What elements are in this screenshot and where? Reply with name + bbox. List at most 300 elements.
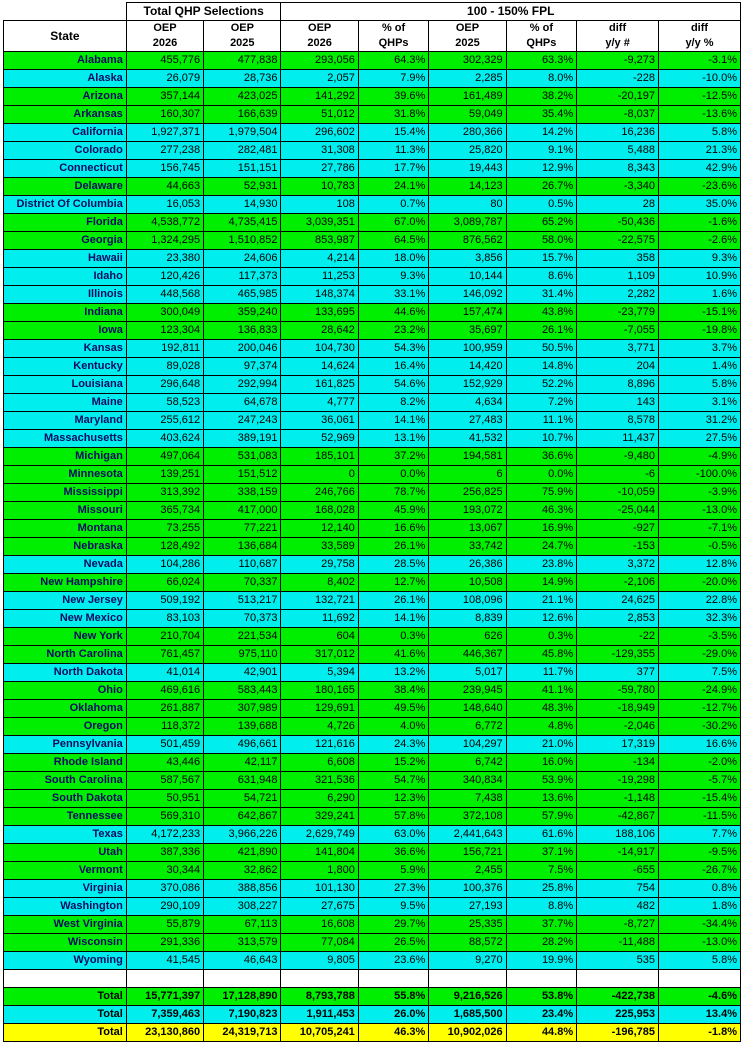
data-cell: 12.3%	[358, 790, 429, 808]
state-name-cell: Illinois	[4, 286, 127, 304]
data-cell: 975,110	[204, 646, 281, 664]
data-cell: 23.6%	[358, 952, 429, 970]
state-name-cell: Idaho	[4, 268, 127, 286]
total-data-cell: 9,216,526	[429, 988, 506, 1006]
data-cell: 6,290	[281, 790, 358, 808]
state-name-cell: Colorado	[4, 142, 127, 160]
data-cell: 19.9%	[506, 952, 577, 970]
data-cell: 569,310	[126, 808, 203, 826]
table-row	[4, 808, 741, 826]
data-cell: 535	[577, 952, 659, 970]
data-cell: 4,538,772	[126, 214, 203, 232]
data-cell: 35,697	[429, 322, 506, 340]
data-cell: 497,064	[126, 448, 203, 466]
table-row	[4, 718, 741, 736]
total-data-cell: -422,738	[577, 988, 659, 1006]
data-cell: 11,253	[281, 268, 358, 286]
data-cell: 46,643	[204, 952, 281, 970]
state-name-cell: South Carolina	[4, 772, 127, 790]
table-row	[4, 952, 741, 970]
table-row	[4, 628, 741, 646]
data-cell: 66,024	[126, 574, 203, 592]
data-cell: 133,695	[281, 304, 358, 322]
data-cell: -927	[577, 520, 659, 538]
data-cell: 255,612	[126, 412, 203, 430]
table-row	[4, 394, 741, 412]
data-cell: 108,096	[429, 592, 506, 610]
data-cell: 80	[429, 196, 506, 214]
table-row	[4, 124, 741, 142]
state-name-cell: Virginia	[4, 880, 127, 898]
state-name-cell: Oregon	[4, 718, 127, 736]
data-cell: 28.2%	[506, 934, 577, 952]
data-cell: 37.1%	[506, 844, 577, 862]
table-row	[4, 934, 741, 952]
data-cell: 24,606	[204, 250, 281, 268]
table-row	[4, 844, 741, 862]
data-cell: 446,367	[429, 646, 506, 664]
table-row	[4, 754, 741, 772]
state-name-cell: Arizona	[4, 88, 127, 106]
data-cell: 2,057	[281, 70, 358, 88]
data-cell: 501,459	[126, 736, 203, 754]
data-cell: 101,130	[281, 880, 358, 898]
state-name-cell: New Hampshire	[4, 574, 127, 592]
data-cell: 0.7%	[358, 196, 429, 214]
data-cell: 13.6%	[506, 790, 577, 808]
column-header-oep2025-fpl	[429, 21, 506, 52]
data-cell: 604	[281, 628, 358, 646]
data-cell: 54.3%	[358, 340, 429, 358]
total-data-cell: 23,130,860	[126, 1024, 203, 1042]
data-cell: 12,140	[281, 520, 358, 538]
data-cell: 329,241	[281, 808, 358, 826]
data-cell: 136,684	[204, 538, 281, 556]
data-cell: 1.8%	[659, 898, 741, 916]
data-cell: -59,780	[577, 682, 659, 700]
data-cell: -3.5%	[659, 628, 741, 646]
data-cell: 49.5%	[358, 700, 429, 718]
table-row	[4, 664, 741, 682]
data-cell: 496,661	[204, 736, 281, 754]
data-cell: 139,251	[126, 466, 203, 484]
table-row	[4, 268, 741, 286]
spacer-cell	[204, 970, 281, 988]
data-cell: 16.6%	[358, 520, 429, 538]
data-cell: 160,307	[126, 106, 203, 124]
data-cell: 117,373	[204, 268, 281, 286]
data-cell: 3,039,351	[281, 214, 358, 232]
data-cell: -13.0%	[659, 934, 741, 952]
table-row	[4, 484, 741, 502]
empty-corner-cell	[4, 3, 127, 21]
data-cell: 11,437	[577, 430, 659, 448]
column-header-line2: 2026	[152, 37, 178, 49]
table-row	[4, 502, 741, 520]
data-cell: 146,092	[429, 286, 506, 304]
data-cell: 123,304	[126, 322, 203, 340]
state-name-cell: South Dakota	[4, 790, 127, 808]
data-cell: 7.5%	[506, 862, 577, 880]
data-cell: 1,927,371	[126, 124, 203, 142]
data-cell: 37.2%	[358, 448, 429, 466]
state-name-cell: Maryland	[4, 412, 127, 430]
data-cell: 1,800	[281, 862, 358, 880]
data-cell: 14,420	[429, 358, 506, 376]
data-cell: 2,853	[577, 610, 659, 628]
data-cell: 5,017	[429, 664, 506, 682]
data-cell: -15.4%	[659, 790, 741, 808]
total-data-cell: -196,785	[577, 1024, 659, 1042]
data-cell: 6,608	[281, 754, 358, 772]
total-data-cell: 17,128,890	[204, 988, 281, 1006]
state-name-cell: Rhode Island	[4, 754, 127, 772]
data-cell: 370,086	[126, 880, 203, 898]
data-cell: 30,344	[126, 862, 203, 880]
data-cell: 12.8%	[659, 556, 741, 574]
spacer-cell	[506, 970, 577, 988]
total-data-cell: 1,685,500	[429, 1006, 506, 1024]
data-cell: 53.9%	[506, 772, 577, 790]
data-cell: 0.5%	[506, 196, 577, 214]
data-cell: 4,634	[429, 394, 506, 412]
data-cell: 6,772	[429, 718, 506, 736]
data-cell: 156,721	[429, 844, 506, 862]
table-row	[4, 790, 741, 808]
total-data-cell: 13.4%	[659, 1006, 741, 1024]
data-cell: 77,084	[281, 934, 358, 952]
state-name-cell: West Virginia	[4, 916, 127, 934]
data-cell: 1,979,504	[204, 124, 281, 142]
data-cell: 448,568	[126, 286, 203, 304]
data-cell: 64.5%	[358, 232, 429, 250]
data-cell: 166,639	[204, 106, 281, 124]
data-cell: 377	[577, 664, 659, 682]
data-cell: 46.3%	[506, 502, 577, 520]
data-cell: 89,028	[126, 358, 203, 376]
data-cell: -19,298	[577, 772, 659, 790]
data-cell: -25,044	[577, 502, 659, 520]
data-cell: 9.3%	[659, 250, 741, 268]
data-cell: 41,014	[126, 664, 203, 682]
data-cell: -29.0%	[659, 646, 741, 664]
data-cell: 7.2%	[506, 394, 577, 412]
data-cell: 307,989	[204, 700, 281, 718]
data-cell: 11.1%	[506, 412, 577, 430]
data-cell: 388,856	[204, 880, 281, 898]
column-header-oep2025-total	[204, 21, 281, 52]
data-cell: 8.0%	[506, 70, 577, 88]
data-cell: 5.8%	[659, 124, 741, 142]
data-cell: 17.7%	[358, 160, 429, 178]
table-row	[4, 736, 741, 754]
data-cell: 5,488	[577, 142, 659, 160]
data-cell: 7.7%	[659, 826, 741, 844]
data-cell: 118,372	[126, 718, 203, 736]
data-cell: -20,197	[577, 88, 659, 106]
data-cell: -30.2%	[659, 718, 741, 736]
total-data-cell: 1,911,453	[281, 1006, 358, 1024]
data-cell: -19.8%	[659, 322, 741, 340]
data-cell: 27,193	[429, 898, 506, 916]
column-header-line1: OEP	[308, 22, 332, 34]
data-cell: -4.9%	[659, 448, 741, 466]
data-cell: 1,109	[577, 268, 659, 286]
state-name-cell: Connecticut	[4, 160, 127, 178]
data-cell: 45.9%	[358, 502, 429, 520]
data-cell: 28,736	[204, 70, 281, 88]
data-cell: 13.1%	[358, 430, 429, 448]
data-cell: 302,329	[429, 52, 506, 70]
data-cell: -3,340	[577, 178, 659, 196]
data-cell: 28.5%	[358, 556, 429, 574]
data-cell: 16.9%	[506, 520, 577, 538]
table-row	[4, 538, 741, 556]
data-cell: 58,523	[126, 394, 203, 412]
table-row	[4, 196, 741, 214]
data-cell: 51,012	[281, 106, 358, 124]
data-cell: 0.3%	[506, 628, 577, 646]
data-cell: 52,969	[281, 430, 358, 448]
column-header-line1: OEP	[153, 22, 177, 34]
data-cell: 300,049	[126, 304, 203, 322]
data-cell: 100,376	[429, 880, 506, 898]
data-cell: 210,704	[126, 628, 203, 646]
data-cell: 59,049	[429, 106, 506, 124]
data-cell: 54.6%	[358, 376, 429, 394]
data-cell: 338,159	[204, 484, 281, 502]
data-cell: 104,286	[126, 556, 203, 574]
data-cell: 63.0%	[358, 826, 429, 844]
data-cell: 14,930	[204, 196, 281, 214]
data-cell: 43,446	[126, 754, 203, 772]
table-row	[4, 340, 741, 358]
data-cell: 11.7%	[506, 664, 577, 682]
data-cell: 15.7%	[506, 250, 577, 268]
data-cell: 4,172,233	[126, 826, 203, 844]
state-name-cell: Mississippi	[4, 484, 127, 502]
data-cell: 14.8%	[506, 358, 577, 376]
data-cell: 15.2%	[358, 754, 429, 772]
data-cell: 7,438	[429, 790, 506, 808]
data-cell: 78.7%	[358, 484, 429, 502]
data-cell: 43.8%	[506, 304, 577, 322]
data-cell: 3,089,787	[429, 214, 506, 232]
data-cell: 27.3%	[358, 880, 429, 898]
data-cell: 24.1%	[358, 178, 429, 196]
data-cell: 8.8%	[506, 898, 577, 916]
state-name-cell: Oklahoma	[4, 700, 127, 718]
data-cell: 626	[429, 628, 506, 646]
data-cell: 64.3%	[358, 52, 429, 70]
data-cell: 52.2%	[506, 376, 577, 394]
data-cell: 3,856	[429, 250, 506, 268]
table-row	[4, 88, 741, 106]
total-data-cell: 10,705,241	[281, 1024, 358, 1042]
data-cell: 293,056	[281, 52, 358, 70]
state-name-cell: Georgia	[4, 232, 127, 250]
data-cell: -3.9%	[659, 484, 741, 502]
data-cell: 0.8%	[659, 880, 741, 898]
state-name-cell: Arkansas	[4, 106, 127, 124]
state-name-cell: Iowa	[4, 322, 127, 340]
data-cell: 26.5%	[358, 934, 429, 952]
data-cell: 482	[577, 898, 659, 916]
data-cell: 151,512	[204, 466, 281, 484]
data-cell: 23.8%	[506, 556, 577, 574]
data-cell: 16,236	[577, 124, 659, 142]
data-cell: -2,106	[577, 574, 659, 592]
data-cell: 423,025	[204, 88, 281, 106]
data-cell: 16,608	[281, 916, 358, 934]
data-cell: 32,862	[204, 862, 281, 880]
data-cell: 296,648	[126, 376, 203, 394]
column-header-line2: y/y #	[605, 37, 630, 49]
spacer-cell	[358, 970, 429, 988]
data-cell: 57.8%	[358, 808, 429, 826]
data-cell: 27,675	[281, 898, 358, 916]
data-cell: 37.7%	[506, 916, 577, 934]
data-cell: -15.1%	[659, 304, 741, 322]
data-cell: -23,779	[577, 304, 659, 322]
data-cell: 48.3%	[506, 700, 577, 718]
data-cell: 55,879	[126, 916, 203, 934]
state-name-cell: Kansas	[4, 340, 127, 358]
data-cell: 64,678	[204, 394, 281, 412]
column-header-pct-qhps-2026	[358, 21, 429, 52]
state-name-cell: Montana	[4, 520, 127, 538]
data-cell: 8.6%	[506, 268, 577, 286]
state-name-cell: Alabama	[4, 52, 127, 70]
state-name-cell: Utah	[4, 844, 127, 862]
column-header-line1: diff	[609, 22, 627, 34]
data-cell: 9.3%	[358, 268, 429, 286]
data-cell: 33.1%	[358, 286, 429, 304]
data-cell: 200,046	[204, 340, 281, 358]
data-cell: 77,221	[204, 520, 281, 538]
data-cell: -2,046	[577, 718, 659, 736]
data-cell: -3.1%	[659, 52, 741, 70]
table-row	[4, 160, 741, 178]
data-cell: 239,945	[429, 682, 506, 700]
state-name-cell: New Jersey	[4, 592, 127, 610]
state-name-cell: Maine	[4, 394, 127, 412]
data-cell: 247,243	[204, 412, 281, 430]
data-cell: 5.9%	[358, 862, 429, 880]
data-cell: 16.6%	[659, 736, 741, 754]
spacer-cell	[281, 970, 358, 988]
data-cell: -12.5%	[659, 88, 741, 106]
data-cell: 1,324,295	[126, 232, 203, 250]
data-cell: 50,951	[126, 790, 203, 808]
state-name-cell: Massachusetts	[4, 430, 127, 448]
table-row	[4, 286, 741, 304]
data-cell: -2.0%	[659, 754, 741, 772]
total-data-cell: 23.4%	[506, 1006, 577, 1024]
state-name-cell: Missouri	[4, 502, 127, 520]
table-row	[4, 250, 741, 268]
data-cell: 104,297	[429, 736, 506, 754]
data-cell: 38.2%	[506, 88, 577, 106]
total-data-cell: 26.0%	[358, 1006, 429, 1024]
table-row	[4, 556, 741, 574]
data-cell: -11,488	[577, 934, 659, 952]
data-cell: 4.0%	[358, 718, 429, 736]
state-name-cell: Tennessee	[4, 808, 127, 826]
data-cell: -23.6%	[659, 178, 741, 196]
data-cell: 17,319	[577, 736, 659, 754]
data-cell: -10.0%	[659, 70, 741, 88]
total-row	[4, 1006, 741, 1024]
data-cell: 136,833	[204, 322, 281, 340]
data-cell: 4,735,415	[204, 214, 281, 232]
table-row	[4, 682, 741, 700]
state-name-cell: Michigan	[4, 448, 127, 466]
table-row	[4, 376, 741, 394]
data-cell: 141,292	[281, 88, 358, 106]
data-cell: 88,572	[429, 934, 506, 952]
data-cell: 42,901	[204, 664, 281, 682]
total-data-cell: 8,793,788	[281, 988, 358, 1006]
data-cell: 7.5%	[659, 664, 741, 682]
data-cell: -13.6%	[659, 106, 741, 124]
data-cell: -18,949	[577, 700, 659, 718]
data-cell: 246,766	[281, 484, 358, 502]
data-cell: 14.1%	[358, 412, 429, 430]
data-cell: 8,839	[429, 610, 506, 628]
table-row	[4, 106, 741, 124]
total-row	[4, 988, 741, 1006]
state-name-cell: District Of Columbia	[4, 196, 127, 214]
data-cell: 42.9%	[659, 160, 741, 178]
total-data-cell: 55.8%	[358, 988, 429, 1006]
total-data-cell: -1.8%	[659, 1024, 741, 1042]
data-cell: 54,721	[204, 790, 281, 808]
total-row	[4, 1024, 741, 1042]
state-name-cell: Texas	[4, 826, 127, 844]
data-cell: 21.1%	[506, 592, 577, 610]
data-cell: 1.4%	[659, 358, 741, 376]
data-cell: -7,055	[577, 322, 659, 340]
data-cell: 14,123	[429, 178, 506, 196]
data-cell: 313,579	[204, 934, 281, 952]
data-cell: 188,106	[577, 826, 659, 844]
data-cell: -14,917	[577, 844, 659, 862]
state-name-cell: California	[4, 124, 127, 142]
data-cell: 19,443	[429, 160, 506, 178]
data-cell: 0.0%	[506, 466, 577, 484]
data-cell: 120,426	[126, 268, 203, 286]
data-cell: -24.9%	[659, 682, 741, 700]
data-cell: -22	[577, 628, 659, 646]
data-cell: 256,825	[429, 484, 506, 502]
data-cell: 642,867	[204, 808, 281, 826]
data-cell: 24,625	[577, 592, 659, 610]
data-cell: 13.2%	[358, 664, 429, 682]
total-data-cell: 7,190,823	[204, 1006, 281, 1024]
data-cell: 365,734	[126, 502, 203, 520]
data-cell: 531,083	[204, 448, 281, 466]
total-label-cell: Total	[4, 988, 127, 1006]
data-cell: 25.8%	[506, 880, 577, 898]
data-cell: 10,144	[429, 268, 506, 286]
data-cell: 28,642	[281, 322, 358, 340]
data-cell: 35.4%	[506, 106, 577, 124]
data-cell: 761,457	[126, 646, 203, 664]
column-header-line1: OEP	[455, 22, 480, 34]
data-cell: 52,931	[204, 178, 281, 196]
data-cell: 97,374	[204, 358, 281, 376]
